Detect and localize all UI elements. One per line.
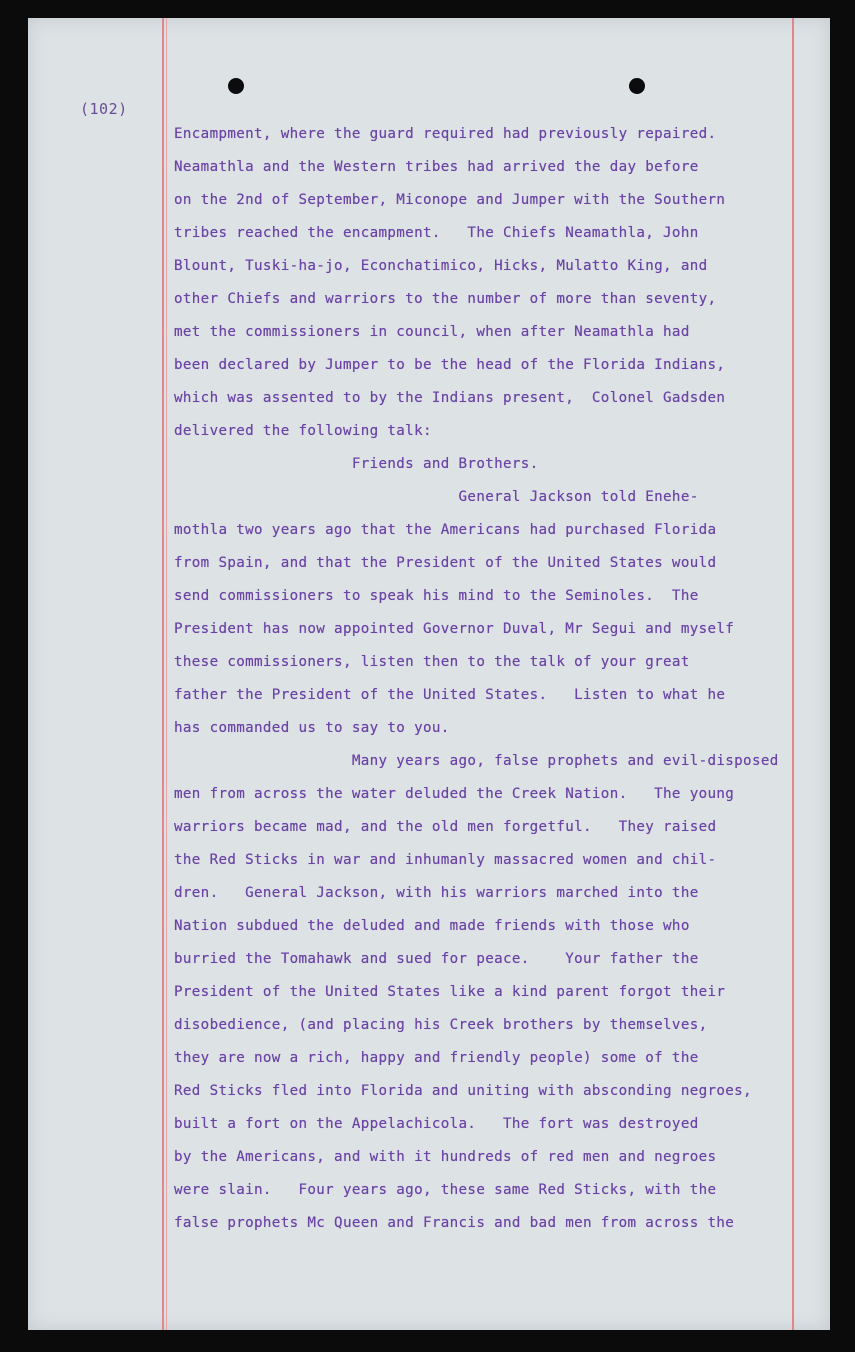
text-line: Neamathla and the Western tribes had arrived the day before <box>174 159 699 175</box>
text-line: the Red Sticks in war and inhumanly massacred women and chil- <box>174 852 717 868</box>
text-line: Nation subdued the deluded and made friends with those who <box>174 918 690 934</box>
text-line: mothla two years ago that the Americans had purchased Florida <box>174 522 717 538</box>
text-line: which was assented to by the Indians present, Colonel Gadsden <box>174 390 726 406</box>
left-margin-line-inner <box>166 18 167 1330</box>
text-line: Blount, Tuski-ha-jo, Econchatimico, Hicks, Mulatto King, and <box>174 258 708 274</box>
text-line: on the 2nd of September, Miconope and Jumper with the Southern <box>174 192 726 208</box>
text-line: by the Americans, and with it hundreds of red men and negroes <box>174 1149 717 1165</box>
typed-body-text <box>174 118 834 1240</box>
page-number: (102) <box>80 100 128 118</box>
text-line: has commanded us to say to you. <box>174 720 450 736</box>
text-line: father the President of the United States. Listen to what he <box>174 687 726 703</box>
text-line: Red Sticks fled into Florida and uniting with absconding negroes, <box>174 1083 752 1099</box>
text-line: false prophets Mc Queen and Francis and bad men from across the <box>174 1215 735 1231</box>
text-line: built a fort on the Appelachicola. The fort was destroyed <box>174 1116 699 1132</box>
text-line: they are now a rich, happy and friendly people) some of the <box>174 1050 699 1066</box>
text-line: delivered the following talk: <box>174 423 432 439</box>
text-line: men from across the water deluded the Creek Nation. The young <box>174 786 735 802</box>
left-margin-line <box>162 18 164 1330</box>
text-line: disobedience, (and placing his Creek brothers by themselves, <box>174 1017 708 1033</box>
text-line: met the commissioners in council, when after Neamathla had <box>174 324 690 340</box>
text-line: been declared by Jumper to be the head of the Florida Indians, <box>174 357 726 373</box>
punch-hole-left <box>228 78 244 94</box>
text-line: were slain. Four years ago, these same Red Sticks, with the <box>174 1182 717 1198</box>
document-page <box>28 18 830 1330</box>
text-line: Encampment, where the guard required had previously repaired. <box>174 126 717 142</box>
text-line: General Jackson told Enehe- <box>174 489 699 505</box>
punch-hole-right <box>629 78 645 94</box>
text-line: Friends and Brothers. <box>174 456 539 472</box>
text-line: send commissioners to speak his mind to the Seminoles. The <box>174 588 699 604</box>
text-line: President of the United States like a kind parent forgot their <box>174 984 726 1000</box>
text-line: tribes reached the encampment. The Chiefs Neamathla, John <box>174 225 699 241</box>
text-line: burried the Tomahawk and sued for peace. Your father the <box>174 951 699 967</box>
text-line: from Spain, and that the President of the United States would <box>174 555 717 571</box>
text-line: dren. General Jackson, with his warriors marched into the <box>174 885 699 901</box>
text-line: other Chiefs and warriors to the number of more than seventy, <box>174 291 717 307</box>
text-line: warriors became mad, and the old men forgetful. They raised <box>174 819 717 835</box>
text-line: these commissioners, listen then to the talk of your great <box>174 654 690 670</box>
text-line: President has now appointed Governor Duval, Mr Segui and myself <box>174 621 735 637</box>
text-line: Many years ago, false prophets and evil-disposed <box>174 753 779 769</box>
